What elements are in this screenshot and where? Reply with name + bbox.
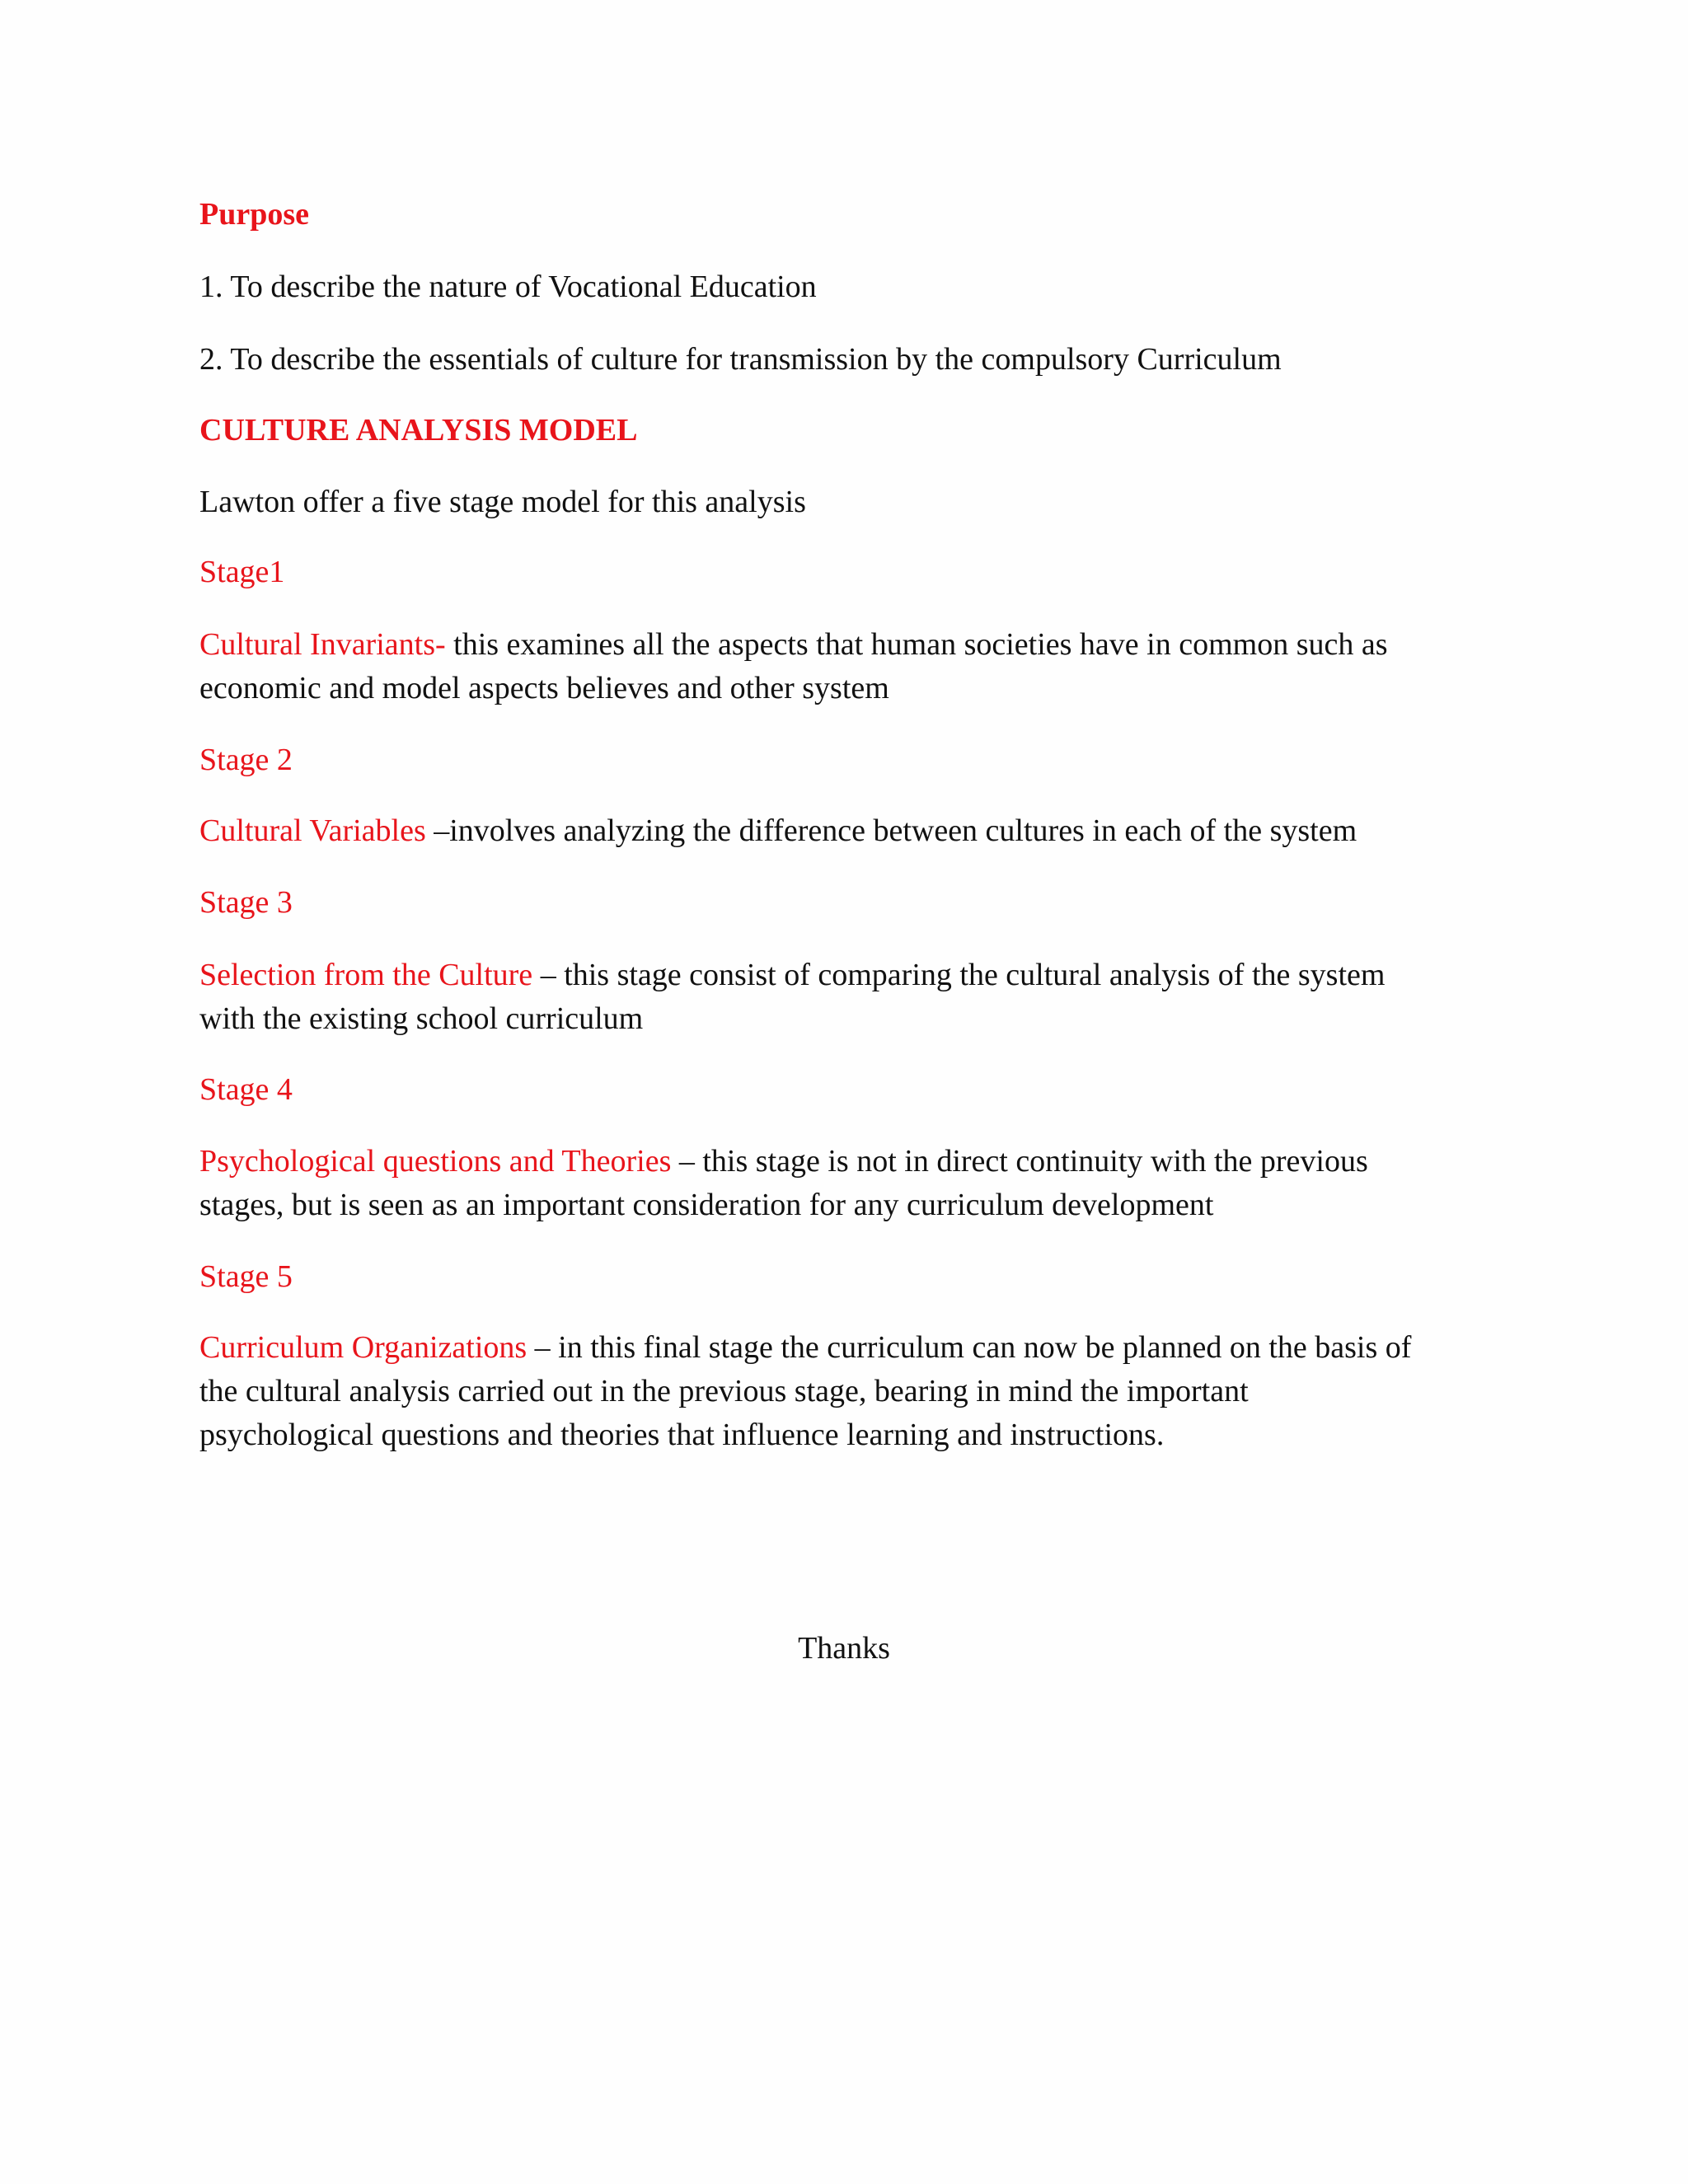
stage-1-desc: this examines all the aspects that human societies have in common such as [445, 627, 1388, 662]
stage-5-line-2: the cultural analysis carried out in the previous stage, bearing in mind the important [199, 1374, 1249, 1408]
stage-3-line-2: with the existing school curriculum [199, 1001, 644, 1036]
stage-3-label: Stage 3 [199, 885, 293, 920]
stage-4-line-2: stages, but is seen as an important consideration for any curriculum development [199, 1188, 1214, 1222]
stage-1-term: Cultural Invariants- [199, 627, 446, 662]
stage-2-line-1 [199, 809, 1502, 853]
stage-4-label: Stage 4 [199, 1072, 293, 1107]
stage-5-label: Stage 5 [199, 1259, 293, 1294]
stage-2-label: Stage 2 [199, 743, 293, 777]
purpose-heading: Purpose [199, 197, 309, 232]
stage-1-line-2: economic and model aspects believes and other system [199, 671, 889, 705]
stage-1-line-1 [199, 623, 1502, 667]
purpose-item-2: 2. To describe the essentials of culture for transmission by the compulsory Curriculum [199, 342, 1282, 377]
stage-5-line-3: psychological questions and theories that influence learning and instructions. [199, 1418, 1165, 1452]
stage-5-line-1 [199, 1326, 1502, 1370]
stage-3-desc: – this stage consist of comparing the cultural analysis of the system [532, 958, 1386, 992]
stage-5-term: Curriculum Organizations [199, 1330, 528, 1365]
stage-2-desc: –involves analyzing the difference between cultures in each of the system [425, 813, 1357, 848]
stage-4-term: Psychological questions and Theories [199, 1144, 672, 1179]
stage-3-line-1 [199, 954, 1502, 997]
model-heading: CULTURE ANALYSIS MODEL [199, 413, 638, 448]
stage-4-desc: – this stage is not in direct continuity with the previous [671, 1144, 1368, 1179]
stage-5-desc: – in this final stage the curriculum can now be planned on the basis of [527, 1330, 1412, 1365]
stage-2-term: Cultural Variables [199, 813, 426, 848]
stage-4-line-1 [199, 1140, 1502, 1183]
closing-thanks: Thanks [798, 1631, 890, 1666]
model-intro: Lawton offer a five stage model for this analysis [199, 485, 806, 519]
stage-3-term: Selection from the Culture [199, 958, 533, 992]
stage-1-label: Stage1 [199, 555, 285, 589]
purpose-item-1: 1. To describe the nature of Vocational Education [199, 269, 817, 304]
